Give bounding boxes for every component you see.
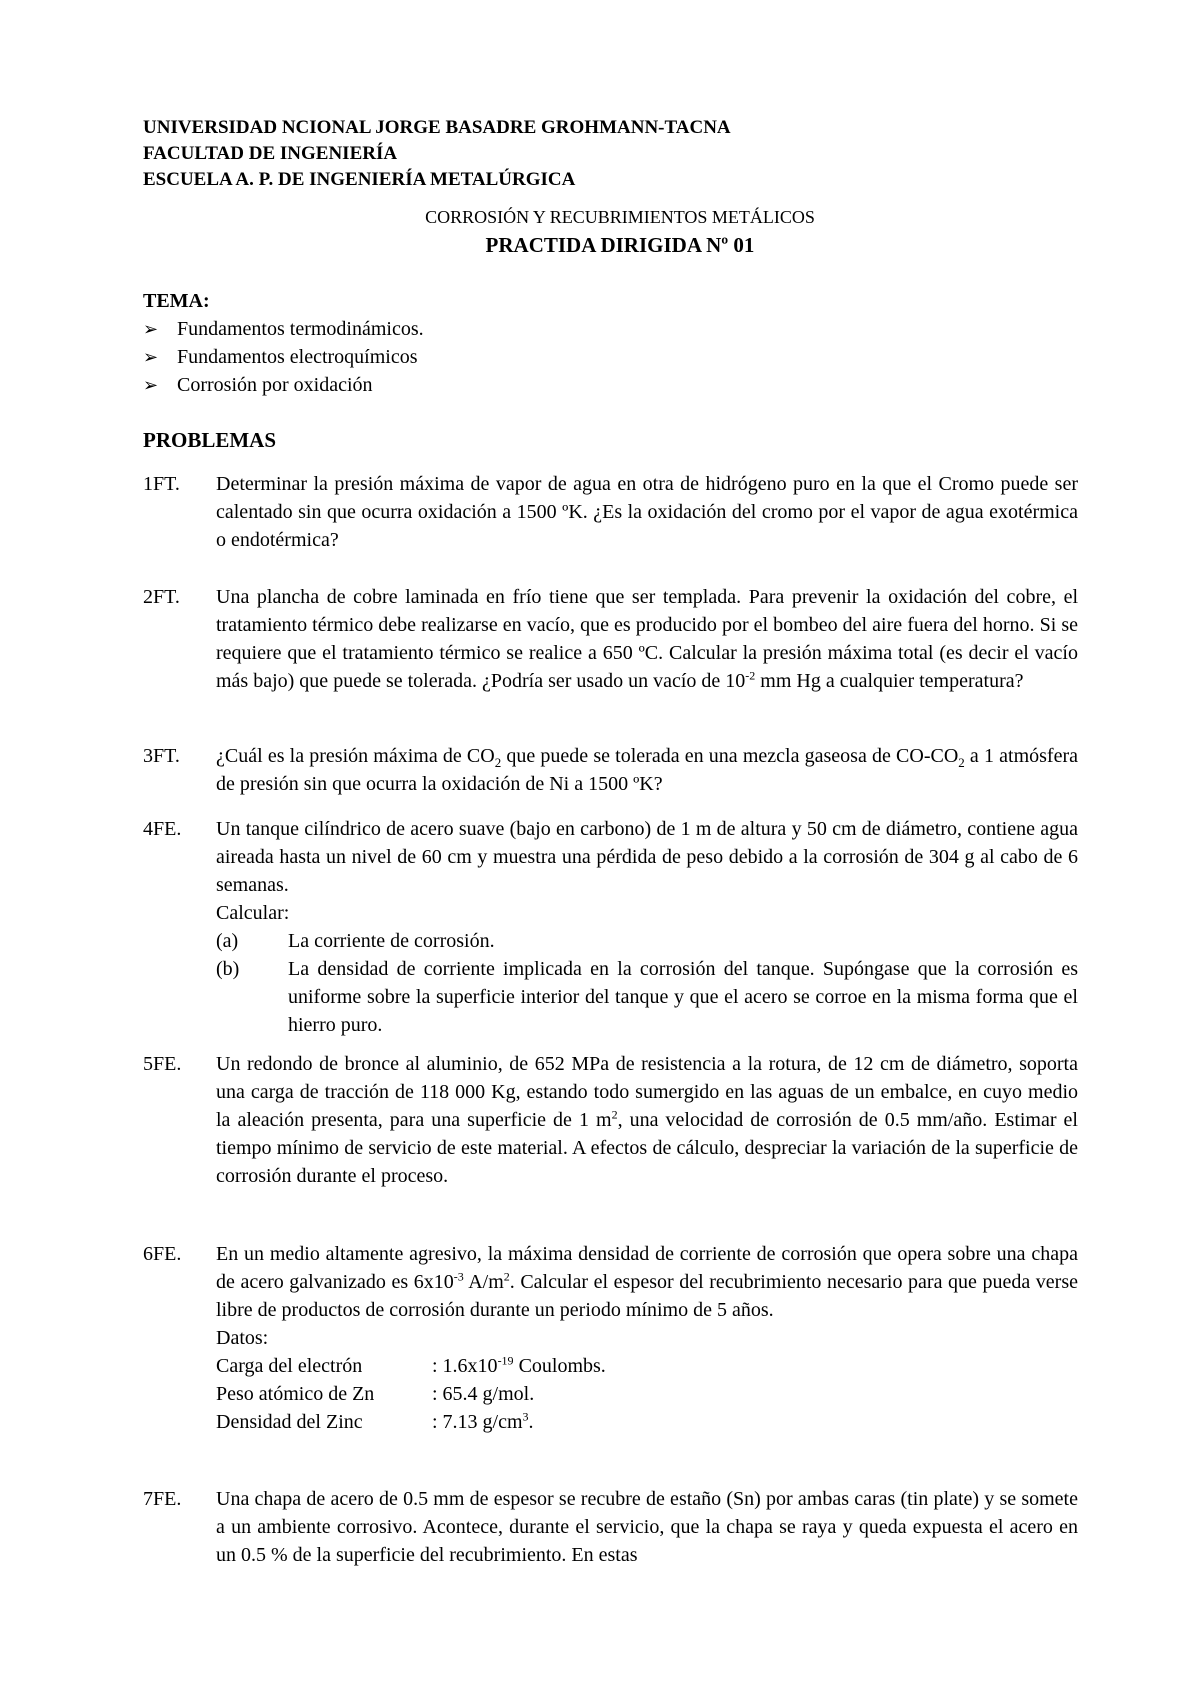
sub-item-b: (b) La densidad de corriente implicada en la corrosión del tanque. Supóngase que la corrosión es uniforme sobre la superficie interior del tanque y que el acero se corroe en la misma forma que el hierro puro.	[216, 958, 1078, 1036]
course-name: CORROSIÓN Y RECUBRIMIENTOS METÁLICOS	[425, 207, 815, 227]
problem-text: Una plancha de cobre laminada en frío tiene que ser templada. Para prevenir la oxidación del cobre, el tratamiento térmico debe realizarse en vacío, que es producido por el bombeo del aire fuera del horno. Si se requiere que el tratamiento térmico se realice a 650 ºC. Calcular la presión máxima total (es decir el vacío más bajo) que puede se tolerada. ¿Podría ser usado un vacío de $10^{-2}$ mm Hg a cualquier temperatura?	[216, 586, 1078, 692]
problem-text: Determinar la presión máxima de vapor de agua en otra de hidrógeno puro en la que el Cromo puede ser calentado sin que ocurra oxidación a 1500 ºK. ¿Es la oxidación del cromo por el vapor de agua exotérmica o endotérmica?	[216, 473, 1078, 551]
list-item-label: Fundamentos termodinámicos.	[177, 318, 424, 340]
arrow-bullet-icon: ➢	[143, 319, 159, 339]
institution-header	[143, 115, 731, 193]
problem-6	[143, 1240, 1078, 1436]
list-item-label: Fundamentos electroquímicos	[177, 346, 418, 368]
problem-number: 6FE.	[143, 1243, 182, 1265]
problems-heading: PROBLEMAS	[143, 428, 277, 452]
problem-text: En un medio altamente agresivo, la máxima densidad de corriente de corrosión que opera sobre una chapa de acero galvanizado es $6x10^{-3}$ $A/m^2$. Calcular el espesor del recubrimiento necesario para que pueda verse libre de productos de corrosión durante un periodo mínimo de 5 años.	[216, 1243, 1078, 1321]
data-row: Peso atómico de Zn : 65.4 g/mol.	[216, 1383, 535, 1405]
problem-number: 1FT.	[143, 473, 180, 495]
problem-number: 5FE.	[143, 1053, 182, 1075]
datos-label: Datos:	[216, 1327, 269, 1349]
school-name: ESCUELA A. P. DE INGENIERÍA METALÚRGICA	[143, 169, 576, 190]
problem-text: Un redondo de bronce al aluminio, de 652 MPa de resistencia a la rotura, de 12 cm de diámetro, soporta una carga de tracción de 118 000 Kg, estando todo sumergido en las aguas de un embalce, en cuyo medio la aleación presenta, para una superficie de 1 $m^2$, una velocidad de corrosión de 0.5 mm/año. Estimar el tiempo mínimo de servicio de este material. A efectos de cálculo, despreciar la variación de la superficie de corrosión durante el proceso.	[216, 1053, 1078, 1187]
problem-text: Una chapa de acero de 0.5 mm de espesor se recubre de estaño (Sn) por ambas caras (tin plate) y se somete a un ambiente corrosivo. Acontece, durante el servicio, que la chapa se raya y queda expuesta el acero en un 0.5 % de la superficie del recubrimiento. En estas	[216, 1488, 1078, 1566]
data-row: Densidad del Zinc : 7.13 $g/cm^3$.	[216, 1409, 534, 1433]
data-row: Carga del electrón : $1.6x10^{-19}$ Coulombs.	[216, 1353, 606, 1377]
list-item	[143, 371, 424, 399]
problem-number: 7FE.	[143, 1488, 182, 1510]
problem-5	[143, 1050, 1078, 1190]
problem-number: 2FT.	[143, 586, 180, 608]
arrow-bullet-icon: ➢	[143, 347, 159, 367]
university-name: UNIVERSIDAD NCIONAL JORGE BASADRE GROHMANN-TACNA	[143, 117, 731, 138]
list-item	[143, 343, 424, 371]
arrow-bullet-icon: ➢	[143, 375, 159, 395]
list-item-label: Corrosión por oxidación	[177, 374, 373, 396]
faculty-name: FACULTAD DE INGENIERÍA	[143, 143, 398, 164]
problem-7	[143, 1485, 1078, 1569]
problem-3	[143, 742, 1078, 798]
problem-4	[143, 815, 1078, 1039]
problem-1	[143, 470, 1078, 554]
problem-text: ¿Cuál es la presión máxima de $CO_2$ que puede se tolerada en una mezcla gaseosa de $CO-CO_2$ a 1 atmósfera de presión sin que ocurra la oxidación de Ni a 1500 ºK?	[216, 745, 1078, 795]
problem-number: 3FT.	[143, 745, 180, 767]
sub-item-a: (a) La corriente de corrosión.	[216, 930, 495, 952]
problem-text: Un tanque cilíndrico de acero suave (bajo en carbono) de 1 m de altura y 50 cm de diámetro, contiene agua aireada hasta un nivel de 60 cm y muestra una pérdida de peso debido a la corrosión de 304 g al cabo de 6 semanas.	[216, 818, 1078, 896]
calc-label: Calcular:	[216, 902, 290, 924]
tema-heading: TEMA:	[143, 290, 210, 312]
document-title: PRACTIDA DIRIGIDA Nº 01	[485, 233, 755, 257]
tema-list	[143, 315, 424, 399]
list-item	[143, 315, 424, 343]
problem-number: 4FE.	[143, 818, 182, 840]
problem-2	[143, 583, 1078, 695]
